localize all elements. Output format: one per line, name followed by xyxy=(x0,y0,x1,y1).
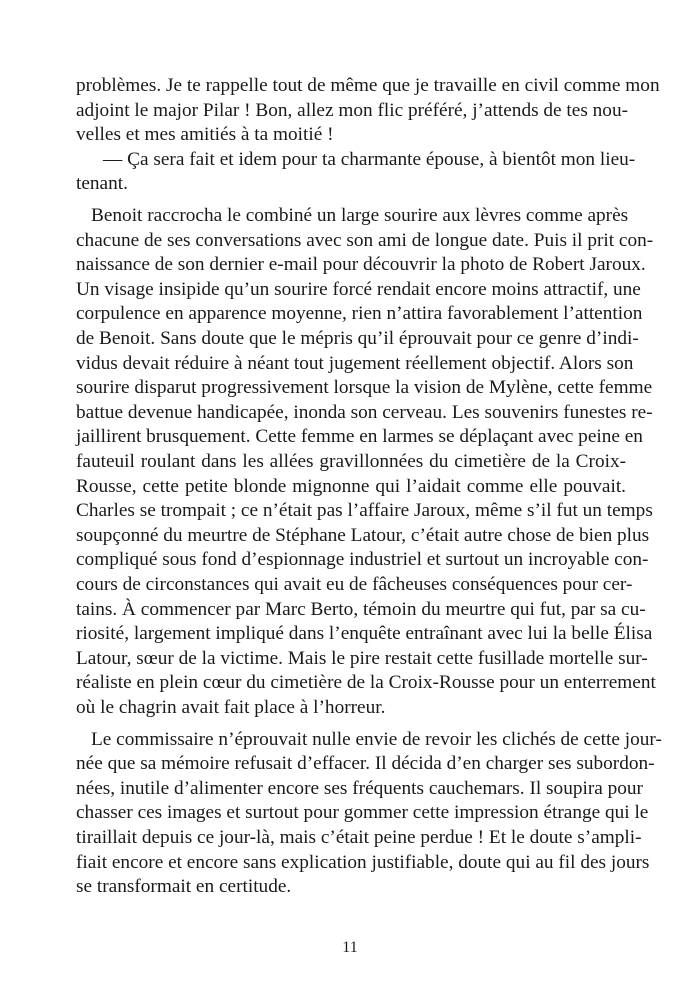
text-line: chacune de ses conversations avec son ami de longue date. Puis il prit con- xyxy=(76,230,654,251)
text-line: compliqué sous fond d’espionnage industriel et surtout un incroyable con- xyxy=(76,549,649,570)
text-line: velles et mes amitiés à ta moitié ! xyxy=(76,124,334,145)
page-number: 11 xyxy=(342,939,358,956)
text-line: nées, inutile d’alimenter encore ses fréquents cauchemars. Il soupira pour xyxy=(76,778,643,799)
text-line: cours de circonstances qui avait eu de fâcheuses conséquences pour cer- xyxy=(76,574,633,595)
text-line: naissance de son dernier e-mail pour découvrir la photo de Robert Jaroux. xyxy=(76,254,646,275)
text-line: réaliste en plein cœur du cimetière de la Croix-Rousse pour un enterrement xyxy=(76,672,656,693)
text-line: où le chagrin avait fait place à l’horreur. xyxy=(76,697,386,718)
text-line: vidus devait réduire à néant tout jugement réellement objectif. Alors son xyxy=(76,353,634,374)
text-line: corpulence en apparence moyenne, rien n’attira favorablement l’attention xyxy=(76,303,643,324)
text-line: de Benoit. Sans doute que le mépris qu’il éprouvait pour ce genre d’indi- xyxy=(76,328,639,349)
text-line: sourire disparut progressivement lorsque la vision de Mylène, cette femme xyxy=(76,377,653,398)
text-line: battue devenue handicapée, inonda son cerveau. Les souvenirs funestes re- xyxy=(76,402,653,423)
text-line: Un visage insipide qu’un sourire forcé rendait encore moins attractif, une xyxy=(76,279,641,300)
text-line: problèmes. Je te rappelle tout de même que je travaille en civil comme mon xyxy=(76,75,660,96)
text-line: fiait encore et encore sans explication justifiable, doute qui au fil des jours xyxy=(76,852,650,873)
text-line: tains. À commencer par Marc Berto, témoin du meurtre qui fut, par sa cu- xyxy=(76,599,646,620)
text-line: chasser ces images et surtout pour gommer cette impression étrange qui le xyxy=(76,802,649,823)
text-line: soupçonné du meurtre de Stéphane Latour, c’était autre chose de bien plus xyxy=(76,525,650,546)
text-line: tenant. xyxy=(76,173,128,194)
text-line: Rousse, cette petite blonde mignonne qui l’aidait comme elle pouvait. xyxy=(76,476,626,497)
text-line: fauteuil roulant dans les allées gravillonnées du cimetière de la Croix- xyxy=(76,451,626,472)
text-line: née que sa mémoire refusait d’effacer. Il décida d’en charger ses subordon- xyxy=(76,753,655,774)
text-line: Charles se trompait ; ce n’était pas l’affaire Jaroux, même s’il fut un temps xyxy=(76,500,653,521)
text-line: jaillirent brusquement. Cette femme en larmes se déplaçant avec peine en xyxy=(76,426,643,447)
text-line: se transformait en certitude. xyxy=(76,876,292,897)
text-line: tiraillait depuis ce jour-là, mais c’était peine perdue ! Et le doute s’ampli- xyxy=(76,827,642,848)
text-line: — Ça sera fait et idem pour ta charmante épouse, à bientôt mon lieu- xyxy=(103,149,636,170)
text-line: Le commissaire n’éprouvait nulle envie de revoir les clichés de cette jour- xyxy=(91,729,662,750)
text-line: Benoit raccrocha le combiné un large sourire aux lèvres comme après xyxy=(91,205,629,226)
text-line: Latour, sœur de la victime. Mais le pire restait cette fusillade mortelle sur- xyxy=(76,648,648,669)
text-line: riosité, largement impliqué dans l’enquête entraînant avec lui la belle Élisa xyxy=(76,623,653,644)
text-line: adjoint le major Pilar ! Bon, allez mon flic préféré, j’attends de tes nou- xyxy=(76,100,629,121)
